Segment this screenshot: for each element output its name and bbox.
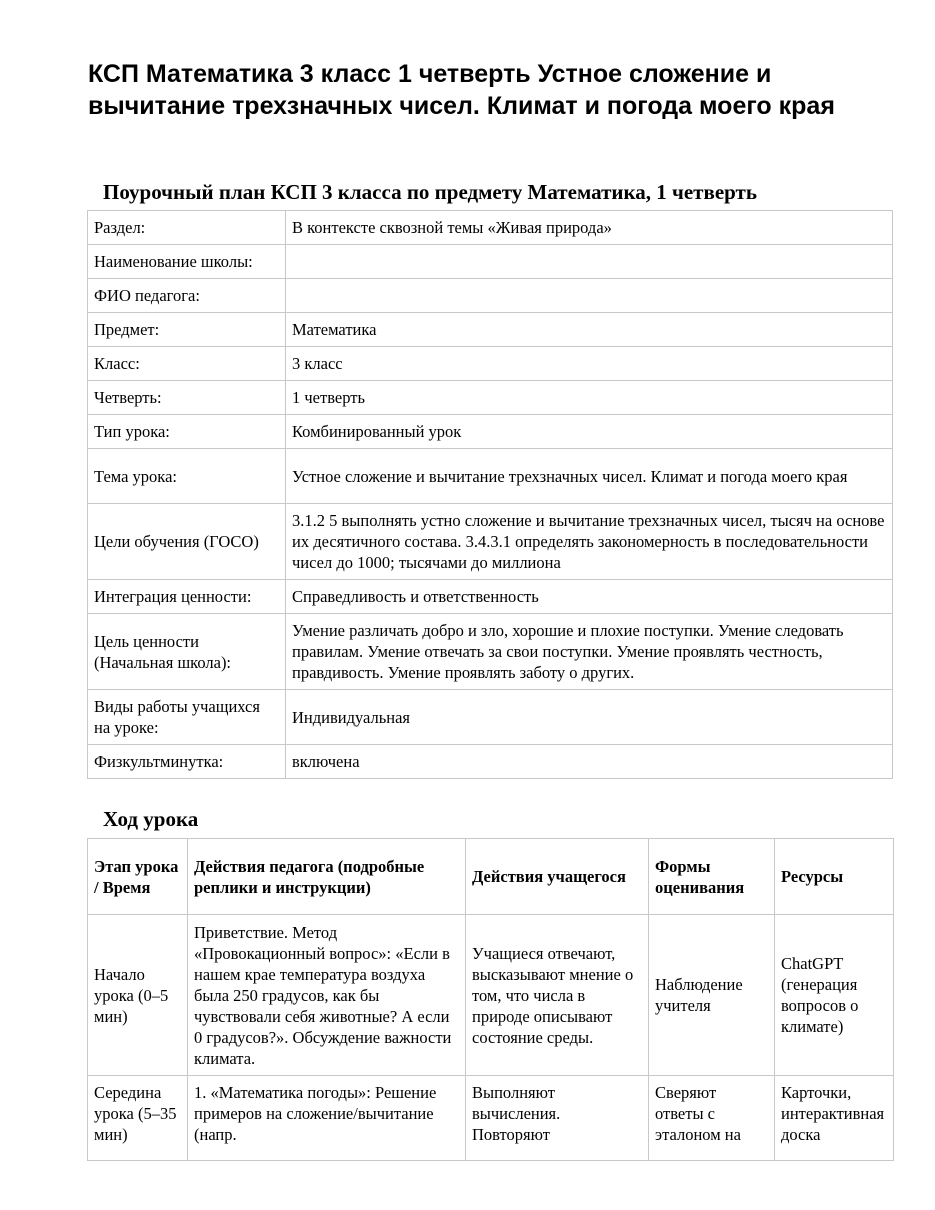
row-label: Интеграция ценности: <box>88 580 286 614</box>
row-label: Тип урока: <box>88 415 286 449</box>
lesson-heading: Ход урока <box>103 807 199 831</box>
table-row <box>88 415 893 449</box>
stage-cell: Середина урока (5–35 мин) <box>88 1076 188 1161</box>
teacher-actions-cell: Приветствие. Метод «Провокационный вопрос»: «Если в нашем крае температура воздуха была 250 градусов, как бы чувствовали себя животные? А если 0 градусов?». Обсуждение важности климата. <box>188 915 466 1076</box>
row-label: Цели обучения (ГОСО) <box>88 504 286 580</box>
row-value: 1 четверть <box>286 381 893 415</box>
table-row <box>88 211 893 245</box>
row-label: Наименование школы: <box>88 245 286 279</box>
row-value: Комбинированный урок <box>286 415 893 449</box>
column-header-resources: Ресурсы <box>775 839 894 915</box>
resources-cell: Карточки, интерактивная доска <box>775 1076 894 1161</box>
row-value: Умение различать добро и зло, хорошие и плохие поступки. Умение следовать правилам. Умение отвечать за свои поступки. Умение проявлять честность, правдивость. Умение проявлять заботу о других. <box>286 614 893 690</box>
table-row <box>88 745 893 779</box>
table-row <box>88 580 893 614</box>
table-row <box>88 504 893 580</box>
lesson-info-table <box>87 210 893 779</box>
table-header-row <box>88 839 894 915</box>
table-row <box>88 1076 894 1161</box>
row-value: Математика <box>286 313 893 347</box>
resources-cell: ChatGPT (генерация вопросов о климате) <box>775 915 894 1076</box>
table-row <box>88 381 893 415</box>
row-label: Класс: <box>88 347 286 381</box>
row-value <box>286 245 893 279</box>
table-row <box>88 245 893 279</box>
row-value: включена <box>286 745 893 779</box>
row-label: Четверть: <box>88 381 286 415</box>
student-actions-cell: Учащиеся отвечают, высказывают мнение о том, что числа в природе описывают состояние среды. <box>466 915 649 1076</box>
stage-cell: Начало урока (0–5 мин) <box>88 915 188 1076</box>
table-row <box>88 347 893 381</box>
row-value: В контексте сквозной темы «Живая природа» <box>286 211 893 245</box>
row-label: Предмет: <box>88 313 286 347</box>
student-actions-cell: Выполняют вычисления. Повторяют <box>466 1076 649 1161</box>
lesson-flow-table <box>87 838 894 1161</box>
row-value: 3 класс <box>286 347 893 381</box>
row-value: Справедливость и ответственность <box>286 580 893 614</box>
row-value: Индивидуальная <box>286 690 893 745</box>
row-value <box>286 279 893 313</box>
page-title: КСП Математика 3 класс 1 четверть Устное сложение и вычитание трехзначных чисел. Климат и погода моего края <box>88 60 835 120</box>
table-row <box>88 449 893 504</box>
column-header-stage: Этап урока / Время <box>88 839 188 915</box>
column-header-assessment: Формы оценивания <box>649 839 775 915</box>
row-label: Цель ценности (Начальная школа): <box>88 614 286 690</box>
plan-heading: Поурочный план КСП 3 класса по предмету Математика, 1 четверть <box>103 180 757 204</box>
table-row <box>88 614 893 690</box>
column-header-teacher-actions: Действия педагога (подробные реплики и инструкции) <box>188 839 466 915</box>
row-value: 3.1.2 5 выполнять устно сложение и вычитание трехзначных чисел, тысяч на основе их десятичного состава. 3.4.3.1 определять закономерность в последовательности чисел до 1000; тысячами до миллиона <box>286 504 893 580</box>
assessment-cell: Наблюдение учителя <box>649 915 775 1076</box>
table-row <box>88 313 893 347</box>
row-label: Виды работы учащихся на уроке: <box>88 690 286 745</box>
table-row <box>88 690 893 745</box>
table-row <box>88 915 894 1076</box>
row-label: ФИО педагога: <box>88 279 286 313</box>
row-label: Физкультминутка: <box>88 745 286 779</box>
row-label: Раздел: <box>88 211 286 245</box>
column-header-student-actions: Действия учащегося <box>466 839 649 915</box>
table-row <box>88 279 893 313</box>
row-label: Тема урока: <box>88 449 286 504</box>
teacher-actions-cell: 1. «Математика погоды»: Решение примеров на сложение/вычитание (напр. <box>188 1076 466 1161</box>
assessment-cell: Сверяют ответы с эталоном на <box>649 1076 775 1161</box>
row-value: Устное сложение и вычитание трехзначных чисел. Климат и погода моего края <box>286 449 893 504</box>
